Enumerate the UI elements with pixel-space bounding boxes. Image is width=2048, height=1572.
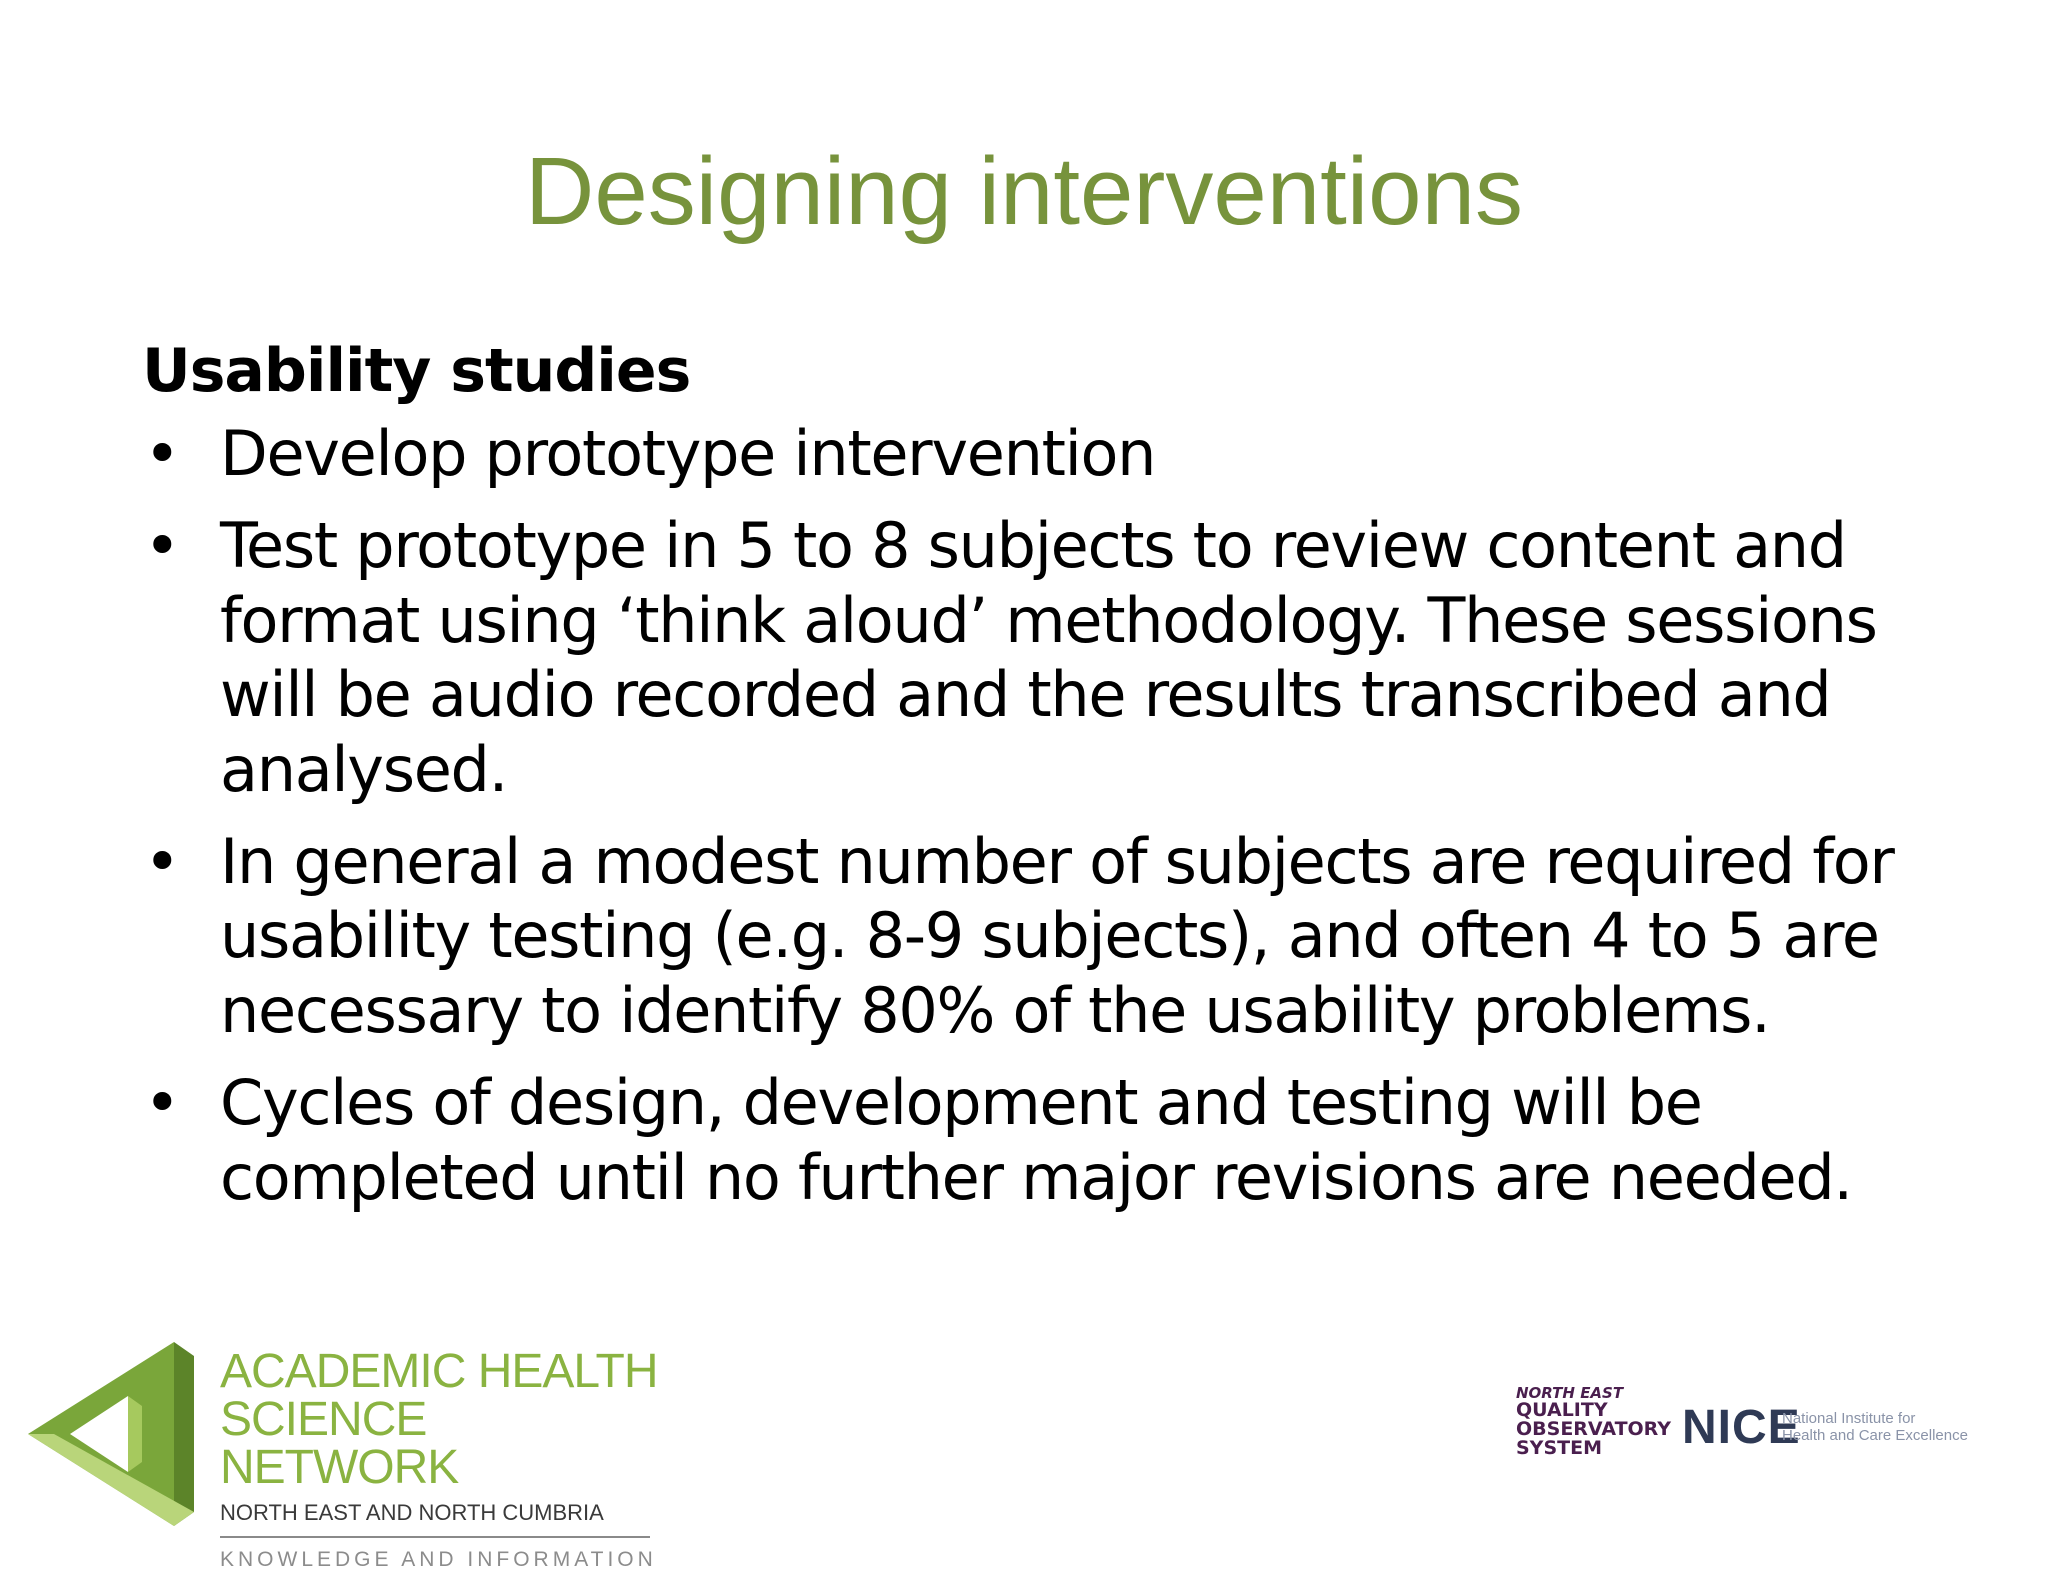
bullet-list — [142, 417, 1972, 1215]
nice-sub-line1: National Institute for — [1782, 1410, 1916, 1427]
bullet-glyph: • — [144, 1066, 180, 1140]
bullet-glyph: • — [144, 509, 180, 583]
nice-wordmark: NICE — [1682, 1401, 1801, 1454]
slide-title: Designing interventions — [525, 138, 1523, 245]
bullet-item — [142, 1066, 1972, 1215]
slide-body — [142, 334, 1972, 1233]
neqos-line2: QUALITY — [1516, 1399, 1608, 1421]
ahsn-wordmark — [220, 1345, 664, 1572]
bullet-item — [142, 825, 1972, 1048]
section-heading: Usability studies — [142, 336, 691, 406]
bullet-item — [142, 417, 1972, 491]
bullet-glyph: • — [144, 417, 180, 490]
neqos-logo — [1516, 1384, 1672, 1459]
bullet-text: In general a modest number of subjects are required for usability testing (e.g. 8-9 subjects), and often 4 to 5 are necessary to identify 80% of the usability problems. — [220, 824, 1894, 1047]
nice-subtitle — [1782, 1410, 1968, 1445]
bullet-item — [142, 509, 1972, 807]
neqos-line3: OBSERVATORY — [1516, 1418, 1672, 1440]
ahsn-triangle-icon — [24, 1336, 194, 1532]
ahsn-line4: KNOWLEDGE AND INFORMATION — [220, 1548, 657, 1571]
neqos-line1: NORTH EAST — [1516, 1384, 1624, 1402]
ahsn-line1: ACADEMIC HEALTH — [220, 1345, 658, 1398]
bullet-text: Cycles of design, development and testing will be completed until no further major revisions are needed. — [220, 1066, 1852, 1214]
bullet-text: Test prototype in 5 to 8 subjects to review content and format using ‘think aloud’ methodology. These sessions will be audio recorded and the results transcribed and analysed. — [220, 509, 1877, 806]
bullet-text: Develop prototype intervention — [220, 417, 1156, 490]
ahsn-logo — [24, 1330, 664, 1571]
ahsn-line3: NORTH EAST AND NORTH CUMBRIA — [220, 1500, 604, 1525]
bullet-glyph: • — [144, 824, 180, 898]
ahsn-divider — [220, 1536, 650, 1538]
neqos-line4: SYSTEM — [1516, 1437, 1602, 1459]
ahsn-line2: SCIENCE NETWORK — [220, 1393, 459, 1494]
nice-logo — [1682, 1400, 2002, 1460]
nice-sub-line2: Health and Care Excellence — [1782, 1427, 1968, 1445]
